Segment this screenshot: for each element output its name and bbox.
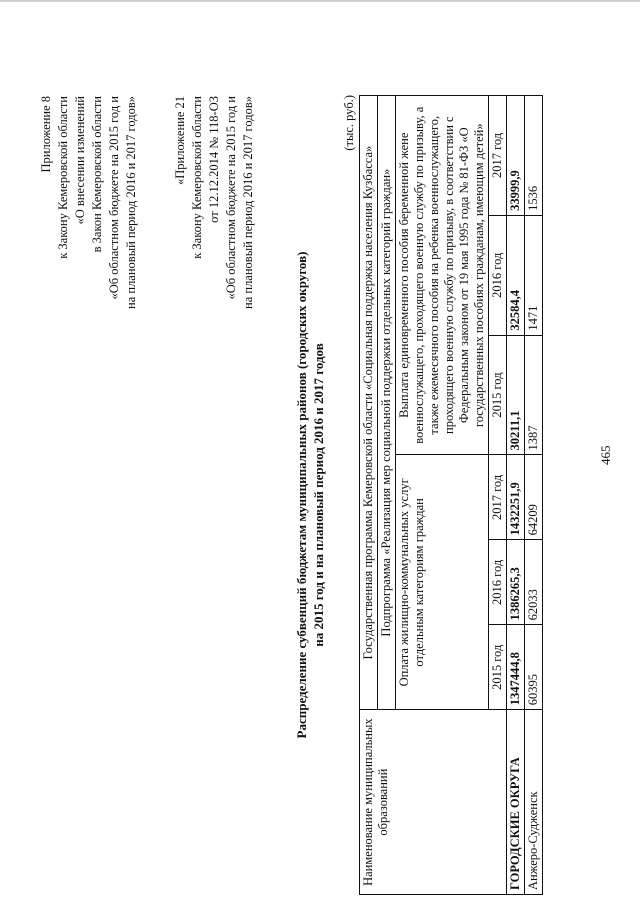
header-municipality: Наименование муниципальных образований [360,710,507,895]
table-row [360,96,378,895]
appendix-line: Приложение 8 [39,96,53,173]
year-header: 2017 год [489,455,507,540]
appendix-21-header [172,96,257,396]
cell-value: 33999,9 [507,96,525,216]
year-header: 2015 год [489,625,507,710]
document-title [293,235,327,755]
header-benefits: Выплата единовременного пособия беременной жене военнослужащего, проходящего военную службу по призыву, а также ежемесячного пособия на ребенка военнослужащего, проходящего военную службу по призыву, в соответствии с Федеральным законом от 19 мая 1995 года № 81-ФЗ «О государственных пособиях гражданам, имеющим детей» [396,96,489,455]
cell-value: 30211,1 [507,335,525,455]
table-row [507,96,525,895]
appendix-line: «Об областном бюджете на 2015 год и [107,96,121,300]
page-number: 465 [598,445,613,465]
appendix-line: к Закону Кемеровской области [190,96,204,259]
cell-value: 1387 [525,335,543,455]
appendix-line: в Закон Кемеровской области [90,96,104,253]
header-subprogram: Подпрограмма «Реализация мер социальной поддержки отдельных категорий граждан» [378,96,396,710]
row-name: Анжеро-Судженск [525,710,543,895]
appendix-line: к Закону Кемеровской области [56,96,70,259]
title-line: Распределение субвенций бюджетам муниципальных районов (городских округов) [294,251,309,739]
appendix-line: на плановый период 2016 и 2017 годов» [241,96,255,309]
cell-value: 1432251,9 [507,455,525,540]
year-header: 2015 год [489,335,507,455]
year-header: 2016 год [489,540,507,625]
units-label: (тыс. руб.) [342,95,356,151]
cell-value: 1536 [525,96,543,216]
header-utilities: Оплата жилищно-коммунальных услуг отдельным категориям граждан [396,455,489,710]
cell-value: 1347444,8 [507,625,525,710]
cell-value: 60395 [525,625,543,710]
year-header: 2016 год [489,215,507,335]
cell-value: 62033 [525,540,543,625]
appendix-8-header [38,96,140,396]
appendix-line: «Об областном бюджете на 2015 год и [224,96,238,300]
cell-value: 1471 [525,215,543,335]
appendix-line: от 12.12.2014 № 118-ОЗ [207,96,221,223]
year-header: 2017 год [489,96,507,216]
subsidies-table [359,95,543,895]
appendix-line: «Приложение 21 [173,96,187,185]
table-row [525,96,543,895]
row-name: ГОРОДСКИЕ ОКРУГА [507,710,525,895]
cell-value: 64209 [525,455,543,540]
cell-value: 1386265,3 [507,540,525,625]
appendix-line: на плановый период 2016 и 2017 годов» [124,96,138,309]
header-program: Государственная программа Кемеровской области «Социальная поддержка населения Кузбасса» [360,96,378,710]
cell-value: 32584,4 [507,215,525,335]
title-line: на 2015 год и на плановый период 2016 и 2017 годов [311,343,326,647]
appendix-line: «О внесении изменений [73,96,87,225]
